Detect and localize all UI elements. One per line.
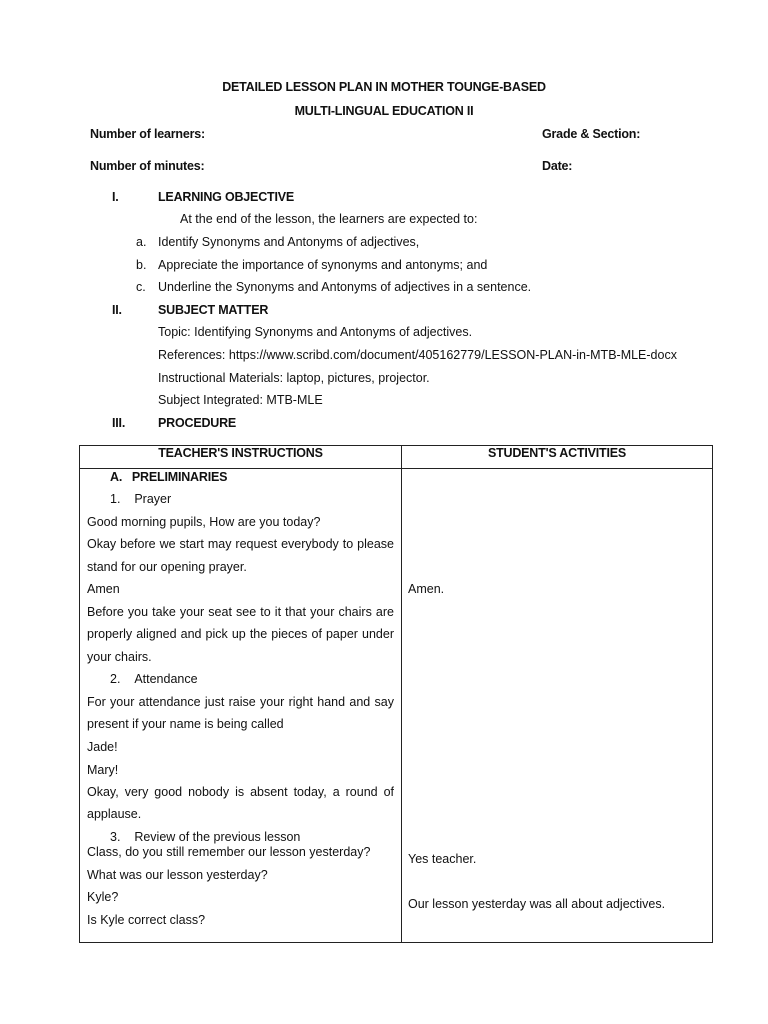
teacher-line: present if your name is being called <box>87 717 284 731</box>
teacher-line: Okay, very good nobody is absent today, a round of <box>87 785 394 799</box>
subject-topic: Topic: Identifying Synonyms and Antonyms of adjectives. <box>158 325 473 339</box>
teacher-line: your chairs. <box>87 650 152 664</box>
teacher-line: applause. <box>87 807 142 821</box>
minutes-label: Number of minutes: <box>90 159 205 173</box>
student-activities-header: STUDENT'S ACTIVITIES <box>402 446 713 469</box>
objective-letter: c. <box>136 280 146 294</box>
procedure-table <box>79 445 713 943</box>
teacher-line: stand for our opening prayer. <box>87 560 247 574</box>
teacher-instructions-header: TEACHER'S INSTRUCTIONS <box>80 446 402 469</box>
teacher-line: Before you take your seat see to it that your chairs are <box>87 605 394 619</box>
grade-section-label: Grade & Section: <box>542 127 641 141</box>
teacher-line: For your attendance just raise your right hand and say <box>87 695 394 709</box>
document-title-line1: DETAILED LESSON PLAN IN MOTHER TOUNGE-BASED <box>222 80 546 94</box>
teacher-line: Good morning pupils, How are you today? <box>87 515 321 529</box>
objective-intro: At the end of the lesson, the learners are expected to: <box>180 212 478 226</box>
prayer-heading: 1. Prayer <box>110 492 172 506</box>
teacher-line: Jade! <box>87 740 118 754</box>
student-response: Yes teacher. <box>408 852 477 866</box>
subject-references: References: https://www.scribd.com/document/405162779/LESSON-PLAN-in-MTB-MLE-docx <box>158 348 677 362</box>
teacher-line: Kyle? <box>87 890 119 904</box>
objective-text: Underline the Synonyms and Antonyms of adjectives in a sentence. <box>158 280 532 294</box>
document-title-line2: MULTI-LINGUAL EDUCATION II <box>294 104 474 118</box>
teacher-line: Class, do you still remember our lesson yesterday? <box>87 845 371 859</box>
section-number: I. <box>112 190 119 204</box>
teacher-line: Amen <box>87 582 120 596</box>
preliminaries-heading: A. PRELIMINARIES <box>110 470 228 484</box>
teacher-instructions-cell <box>80 469 402 943</box>
teacher-line: properly aligned and pick up the pieces of paper under <box>87 627 394 641</box>
section-number: III. <box>112 416 126 430</box>
student-activities-cell <box>402 469 713 943</box>
section-number: II. <box>112 303 122 317</box>
section-title-procedure: PROCEDURE <box>158 416 237 430</box>
section-title-subject-matter: SUBJECT MATTER <box>158 303 269 317</box>
student-response: Amen. <box>408 582 445 596</box>
objective-text: Appreciate the importance of synonyms and antonyms; and <box>158 258 488 272</box>
objective-letter: a. <box>136 235 147 249</box>
student-response: Our lesson yesterday was all about adjectives. <box>408 897 666 911</box>
review-heading: 3. Review of the previous lesson <box>110 830 301 844</box>
teacher-line: What was our lesson yesterday? <box>87 868 268 882</box>
teacher-line: Is Kyle correct class? <box>87 913 206 927</box>
learners-label: Number of learners: <box>90 127 205 141</box>
teacher-line: Mary! <box>87 763 119 777</box>
teacher-line: Okay before we start may request everybody to please <box>87 537 394 551</box>
objective-letter: b. <box>136 258 147 272</box>
objective-text: Identify Synonyms and Antonyms of adjectives, <box>158 235 420 249</box>
subject-materials: Instructional Materials: laptop, pictures, projector. <box>158 371 430 385</box>
date-label: Date: <box>542 159 573 173</box>
subject-integrated: Subject Integrated: MTB-MLE <box>158 393 323 407</box>
attendance-heading: 2. Attendance <box>110 672 198 686</box>
section-title-learning-objective: LEARNING OBJECTIVE <box>158 190 294 204</box>
